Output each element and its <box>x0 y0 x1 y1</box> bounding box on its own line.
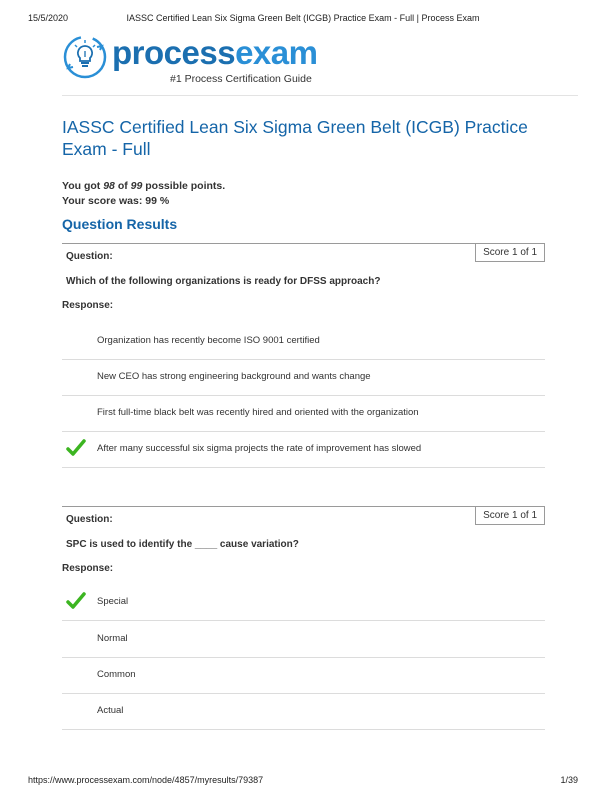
points-total: 99 <box>130 180 143 192</box>
question-divider <box>62 506 545 507</box>
answer-text: First full-time black belt was recently hired and oriented with the organization <box>97 407 419 418</box>
checkmark-icon <box>66 591 86 611</box>
print-url[interactable]: https://www.processexam.com/node/4857/myresults/79387 <box>28 775 264 785</box>
answer-option <box>62 395 545 432</box>
question-divider <box>62 243 545 244</box>
response-label: Response: <box>62 300 114 311</box>
score-box: Score 1 of 1 <box>475 243 545 262</box>
print-date: 15/5/2020 <box>28 13 69 23</box>
checkmark-icon <box>66 438 86 458</box>
answer-option <box>62 323 545 360</box>
print-footer <box>28 775 578 785</box>
processexam-logo[interactable] <box>62 34 322 88</box>
logo-wordmark <box>112 34 317 72</box>
header-divider <box>62 95 578 96</box>
answer-option-selected <box>62 431 545 468</box>
logo-tagline: #1 Process Certification Guide <box>170 73 312 85</box>
print-title: IASSC Certified Lean Six Sigma Green Belt (ICGB) Practice Exam - Full | Process Exam <box>126 13 480 23</box>
answer-option-selected <box>62 584 545 621</box>
answer-option <box>62 359 545 396</box>
answer-text: Special <box>97 596 129 607</box>
response-label: Response: <box>62 563 114 574</box>
answer-text: Organization has recently become ISO 9001 certified <box>97 335 320 346</box>
question-label: Question: <box>66 251 113 262</box>
answer-text: Common <box>97 669 136 680</box>
page-title: IASSC Certified Lean Six Sigma Green Belt (ICGB) Practice Exam - Full <box>62 117 528 159</box>
question-card <box>62 243 545 473</box>
question-label: Question: <box>66 514 113 525</box>
page-number: 1/39 <box>560 775 578 785</box>
question-text: SPC is used to identify the ____ cause variation? <box>66 539 299 550</box>
score-box: Score 1 of 1 <box>475 506 545 525</box>
question-text: Which of the following organizations is ready for DFSS approach? <box>66 276 381 287</box>
answer-text: New CEO has strong engineering background and wants change <box>97 371 371 382</box>
score-line: Your score was: 99 % <box>62 195 170 207</box>
points-earned: 98 <box>103 180 115 192</box>
answer-text: After many successful six sigma projects the rate of improvement has slowed <box>97 443 422 454</box>
print-header <box>28 13 578 23</box>
logo-word-exam: exam <box>235 34 318 71</box>
answer-option <box>62 693 545 730</box>
points-line: You got 98 of 99 possible points. <box>62 180 226 192</box>
results-heading: Question Results <box>62 216 178 232</box>
score-summary <box>62 179 225 209</box>
answer-text: Normal <box>97 633 128 644</box>
lightbulb-icon <box>62 34 108 80</box>
question-card <box>62 506 545 736</box>
answer-option <box>62 621 545 658</box>
answer-option <box>62 657 545 694</box>
answer-text: Actual <box>97 705 124 716</box>
logo-word-process: process <box>112 34 236 71</box>
